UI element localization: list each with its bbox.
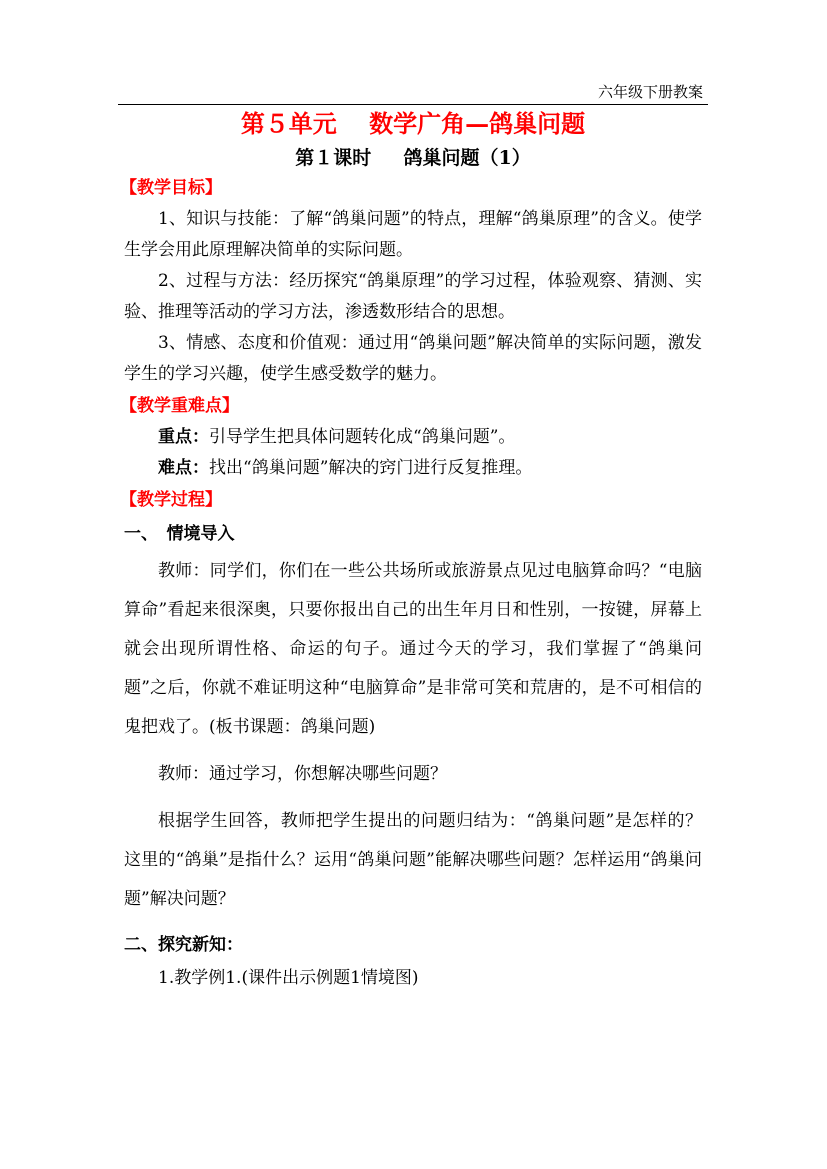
focus-point — [124, 422, 702, 453]
focus-text: 引导学生把具体问题转化成“鸽巢问题”。 — [209, 427, 516, 447]
document-body — [120, 108, 702, 994]
objectives-heading: 【教学目标】 — [120, 178, 222, 198]
objective-item: 2、过程与方法：经历探究“鸽巢原理”的学习过程，体验观察、猜测、实验、推理等活动的学习方法，渗透数形结合的思想。 — [124, 271, 702, 322]
section-1-title: 一、 情境导入 — [124, 524, 235, 544]
unit-title: 第５单元 数学广角—鸽巢问题 — [240, 109, 586, 138]
key-points-heading: 【教学重难点】 — [120, 396, 239, 416]
section-2-title: 二、探究新知： — [124, 935, 243, 955]
objective-item: 1、知识与技能：了解“鸽巢问题”的特点，理解“鸽巢原理”的含义。使学生学会用此原理解决简单的实际问题。 — [124, 209, 702, 260]
spacer — [124, 919, 702, 927]
page-header-label: 六年级下册教案 — [597, 83, 703, 101]
process-heading: 【教学过程】 — [120, 490, 222, 510]
section-1-paragraph: 教师：同学们，你们在一些公共场所或旅游景点见过电脑算命吗？“电脑算命”看起来很深奥，只要你报出自己的出生年月日和性别，一按键，屏幕上就会出现所谓性格、命运的句子。通过今天的学习，我们掌握了“鸽巢问题”之后，你就不难证明这种“电脑算命”是非常可笑和荒唐的，是不可相信的鬼把戏了。(板书课题：鸽巢问题) — [124, 561, 702, 737]
objective-item: 3、情感、态度和价值观：通过用“鸽巢问题”解决简单的实际问题，激发学生的学习兴趣，使学生感受数学的魅力。 — [124, 333, 702, 384]
section-1-paragraph: 教师：通过学习，你想解决哪些问题？ — [158, 764, 447, 784]
lesson-title: 第１课时 鸽巢问题（1） — [295, 147, 531, 169]
difficulty-point — [124, 453, 702, 484]
header-divider — [118, 104, 708, 105]
difficulty-label: 难点： — [158, 458, 209, 478]
focus-label: 重点： — [158, 427, 209, 447]
section-1-paragraph: 根据学生回答，教师把学生提出的问题归结为：“鸽巢问题”是怎样的？这里的“鸽巢”是指什么？运用“鸽巢问题”能解决哪些问题？怎样运用“鸽巢问题”解决问题？ — [124, 811, 702, 909]
difficulty-text: 找出“鸽巢问题”解决的窍门进行反复推理。 — [209, 458, 533, 478]
section-2-paragraph: 1.教学例1.(课件出示例题1情境图) — [158, 968, 419, 988]
spacer — [124, 747, 702, 755]
spacer — [124, 794, 702, 802]
